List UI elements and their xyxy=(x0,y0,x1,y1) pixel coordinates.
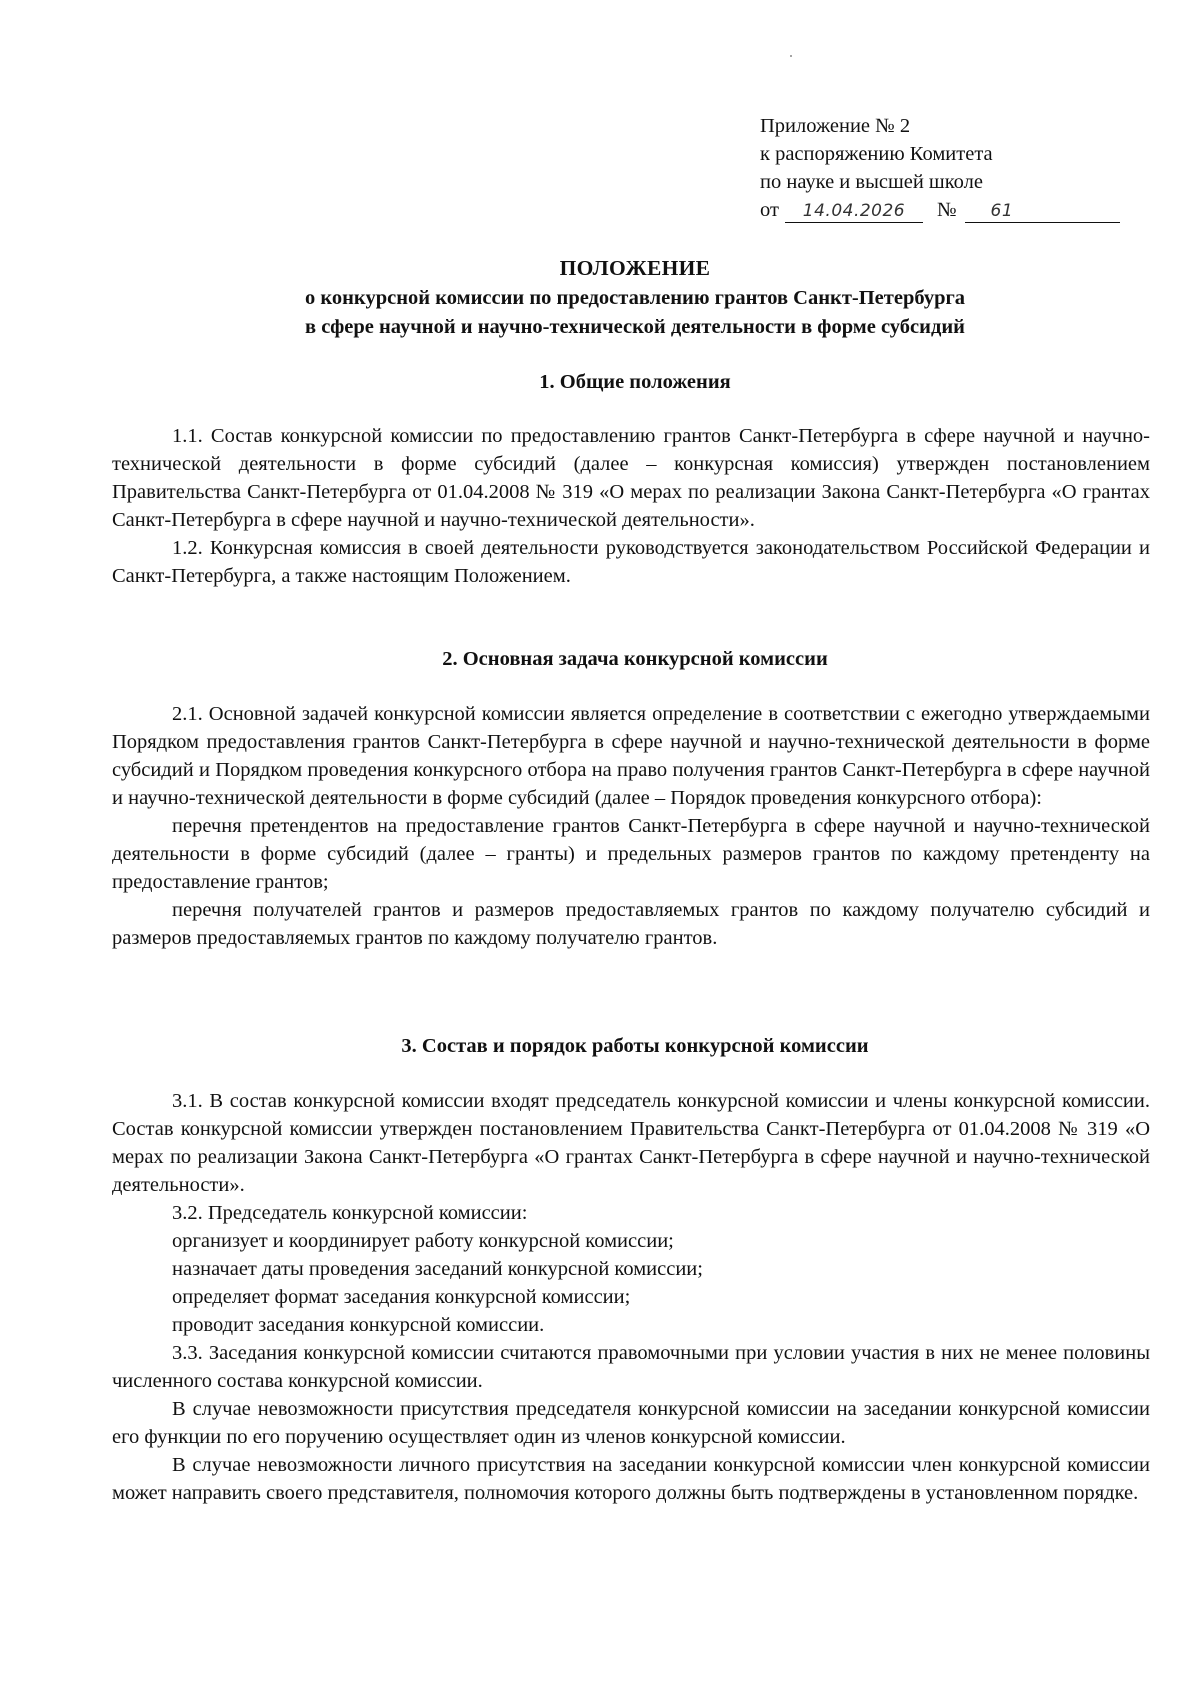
section-3-body xyxy=(112,1087,1150,1507)
paragraph: перечня претендентов на предоставление грантов Санкт-Петербурга в сфере научной и научно-технической деятельности в форме субсидий (далее – гранты) и предельных размеров грантов по каждому претенденту на предоставление грантов; xyxy=(112,815,1150,893)
appendix-line-2: к распоряжению Комитета xyxy=(760,143,993,165)
section-2-heading: 2. Основная задача конкурсной комиссии xyxy=(442,648,828,670)
paragraph: 1.1. Состав конкурсной комиссии по предоставлению грантов Санкт-Петербурга в сфере научной и научно-технической деятельности в форме субсидий (далее – конкурсная комиссия) утвержден постановлением Правительства Санкт-Петербурга от 01.04.2008 № 319 «О мерах по реализации Закона Санкт-Петербурга «О грантах Санкт-Петербурга в сфере научной и научно-технической деятельности». xyxy=(112,425,1150,531)
paragraph: 3.2. Председатель конкурсной комиссии: xyxy=(172,1202,528,1224)
document-title: ПОЛОЖЕНИЕ xyxy=(559,256,711,280)
from-label: от xyxy=(760,199,779,221)
paragraph: 3.3. Заседания конкурсной комиссии считаются правомочными при условии участия в них не менее половины численного состава конкурсной комиссии. xyxy=(112,1342,1150,1392)
paragraph: 1.2. Конкурсная комиссия в своей деятельности руководствуется законодательством Российской Федерации и Санкт-Петербурга, а также настоящим Положением. xyxy=(112,537,1150,587)
scan-speck xyxy=(790,55,792,57)
document-subtitle-line-1: о конкурсной комиссии по предоставлению грантов Санкт-Петербурга xyxy=(304,287,966,309)
paragraph: В случае невозможности присутствия председателя конкурсной комиссии на заседании конкурсной комиссии его функции по его поручению осуществляет один из членов конкурсной комиссии. xyxy=(112,1398,1150,1448)
appendix-date-number-row xyxy=(760,196,1140,224)
handwritten-date: 14.04.2026 xyxy=(785,200,923,223)
paragraph: 3.1. В состав конкурсной комиссии входят председатель конкурсной комиссии и члены конкурсной комиссии. Состав конкурсной комиссии утвержден постановлением Правительства Санкт-Петербурга от 01.04.2008 № 319 «О мерах по реализации Закона Санкт-Петербурга «О грантах Санкт-Петербурга в сфере научной и научно-технической деятельности». xyxy=(112,1090,1150,1196)
list-item: организует и координирует работу конкурсной комиссии; xyxy=(172,1230,674,1252)
appendix-line-3: по науке и высшей школе xyxy=(760,171,983,193)
paragraph: 2.1. Основной задачей конкурсной комиссии является определение в соответствии с ежегодно утверждаемыми Порядком предоставления грантов Санкт-Петербурга в сфере научной и научно-технической деятельности в форме субсидий и Порядком проведения конкурсного отбора на право получения грантов Санкт-Петербурга в сфере научной и научно-технической деятельности в форме субсидий (далее – Порядок проведения конкурсного отбора): xyxy=(112,703,1150,809)
list-item: назначает даты проведения заседаний конкурсной комиссии; xyxy=(172,1258,703,1280)
list-item: проводит заседания конкурсной комиссии. xyxy=(172,1314,545,1336)
section-2-body xyxy=(112,700,1150,952)
appendix-line-1: Приложение № 2 xyxy=(760,115,911,137)
paragraph: перечня получателей грантов и размеров предоставляемых грантов по каждому получателю субсидий и размеров предоставляемых грантов по каждому получателю грантов. xyxy=(112,899,1150,949)
number-label: № xyxy=(936,199,957,221)
section-3-heading: 3. Состав и порядок работы конкурсной комиссии xyxy=(401,1035,869,1057)
handwritten-number: 61 xyxy=(965,200,1120,223)
document-subtitle-line-2: в сфере научной и научно-технической деятельности в форме субсидий xyxy=(305,316,965,338)
list-item: определяет формат заседания конкурсной комиссии; xyxy=(172,1286,631,1308)
paragraph: В случае невозможности личного присутствия на заседании конкурсной комиссии член конкурсной комиссии может направить своего представителя, полномочия которого должны быть подтверждены в установленном порядке. xyxy=(112,1454,1150,1504)
appendix-block xyxy=(760,112,1140,224)
section-1-body xyxy=(112,422,1150,590)
section-1-heading: 1. Общие положения xyxy=(539,371,731,393)
